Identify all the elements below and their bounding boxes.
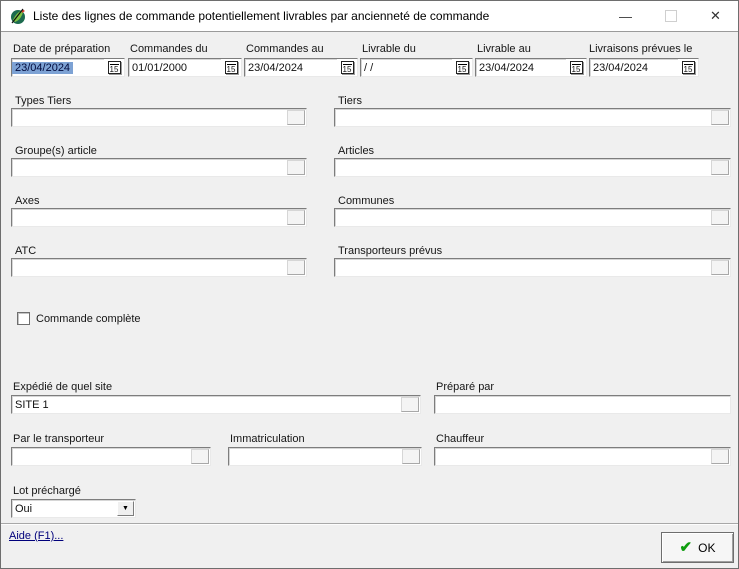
ok-button[interactable] — [661, 532, 734, 563]
immatriculation-label: Immatriculation — [230, 433, 305, 445]
transporteurs-prevus-label: Transporteurs prévus — [338, 245, 443, 257]
axes-label: Axes — [15, 195, 40, 207]
commandes-du-label: Commandes du — [130, 43, 208, 55]
types-tiers-lookup-button[interactable] — [287, 110, 305, 125]
tiers-field[interactable] — [334, 108, 731, 127]
types-tiers-label: Types Tiers — [15, 95, 72, 107]
commandes-du-value: 01/01/2000 — [132, 61, 188, 74]
articles-field[interactable] — [334, 158, 731, 177]
window-title: Liste des lignes de commande potentiellement livrables par ancienneté de commande — [33, 9, 490, 23]
check-icon: ✔ — [679, 539, 693, 556]
livrable-du-value: / / — [364, 61, 374, 74]
par-le-transporteur-field[interactable] — [11, 447, 211, 466]
app-logo-icon — [9, 7, 27, 25]
dialog-body — [1, 32, 738, 568]
livraisons-prevues-label: Livraisons prévues le — [589, 43, 693, 55]
tiers-lookup-button[interactable] — [711, 110, 729, 125]
calendar-picker-button[interactable] — [337, 59, 357, 76]
date-preparation-value: 23/04/2024 — [12, 62, 73, 74]
commandes-au-field[interactable] — [244, 58, 358, 77]
chevron-down-icon[interactable]: ▼ — [117, 501, 134, 516]
expedie-site-lookup-button[interactable] — [401, 397, 419, 412]
chauffeur-lookup-button[interactable] — [711, 449, 729, 464]
commandes-du-field[interactable] — [128, 58, 242, 77]
footer-divider — [1, 523, 738, 525]
atc-lookup-button[interactable] — [287, 260, 305, 275]
ok-button-label: OK — [698, 540, 716, 555]
calendar-picker-button[interactable] — [678, 59, 698, 76]
calendar-picker-button[interactable] — [452, 59, 472, 76]
livrable-au-value: 23/04/2024 — [479, 61, 535, 74]
livraisons-prevues-field[interactable] — [589, 58, 699, 77]
livraisons-prevues-value: 23/04/2024 — [593, 61, 649, 74]
expedie-site-label: Expédié de quel site — [13, 381, 113, 393]
axes-field[interactable] — [11, 208, 307, 227]
transporteurs-prevus-lookup-button[interactable] — [711, 260, 729, 275]
atc-label: ATC — [15, 245, 37, 257]
livrable-au-label: Livrable au — [477, 43, 531, 55]
lot-precharge-value: Oui — [15, 502, 33, 515]
date-preparation-label: Date de préparation — [13, 43, 111, 55]
lot-precharge-combobox[interactable] — [11, 499, 136, 518]
atc-field[interactable] — [11, 258, 307, 277]
date-preparation-field[interactable] — [11, 58, 125, 77]
groupe-article-field[interactable] — [11, 158, 307, 177]
prepare-par-field[interactable] — [434, 395, 731, 414]
calendar-picker-button[interactable] — [221, 59, 241, 76]
immatriculation-field[interactable] — [228, 447, 422, 466]
commande-complete-checkbox[interactable] — [17, 312, 30, 325]
calendar-icon: 15 — [570, 61, 583, 74]
help-link[interactable]: Aide (F1)... — [9, 530, 64, 542]
commandes-au-label: Commandes au — [246, 43, 324, 55]
articles-label: Articles — [338, 145, 375, 157]
calendar-icon: 15 — [225, 61, 238, 74]
types-tiers-field[interactable] — [11, 108, 307, 127]
calendar-icon: 15 — [682, 61, 695, 74]
livrable-du-field[interactable] — [360, 58, 473, 77]
immatriculation-lookup-button[interactable] — [402, 449, 420, 464]
commande-complete-label: Commande complète — [36, 313, 141, 325]
groupe-article-label: Groupe(s) article — [15, 145, 97, 157]
title-bar — [1, 1, 738, 32]
minimize-button[interactable]: — — [619, 8, 632, 24]
communes-field[interactable] — [334, 208, 731, 227]
commandes-au-value: 23/04/2024 — [248, 61, 304, 74]
maximize-button — [648, 1, 693, 31]
expedie-site-field[interactable] — [11, 395, 421, 414]
calendar-picker-button[interactable] — [104, 59, 124, 76]
livrable-au-field[interactable] — [475, 58, 587, 77]
livrable-du-label: Livrable du — [362, 43, 416, 55]
groupe-article-lookup-button[interactable] — [287, 160, 305, 175]
communes-label: Communes — [338, 195, 395, 207]
calendar-picker-button[interactable] — [566, 59, 586, 76]
par-le-transporteur-label: Par le transporteur — [13, 433, 105, 445]
calendar-icon: 15 — [456, 61, 469, 74]
transporteurs-prevus-field[interactable] — [334, 258, 731, 277]
window-controls — [603, 1, 738, 31]
communes-lookup-button[interactable] — [711, 210, 729, 225]
chauffeur-field[interactable] — [434, 447, 731, 466]
close-button[interactable]: ✕ — [710, 8, 721, 23]
calendar-icon: 15 — [341, 61, 354, 74]
chauffeur-label: Chauffeur — [436, 433, 485, 445]
lot-precharge-label: Lot préchargé — [13, 485, 81, 497]
tiers-label: Tiers — [338, 95, 363, 107]
axes-lookup-button[interactable] — [287, 210, 305, 225]
par-le-transporteur-lookup-button[interactable] — [191, 449, 209, 464]
maximize-icon — [665, 10, 677, 22]
calendar-icon: 15 — [108, 61, 121, 74]
prepare-par-label: Préparé par — [436, 381, 495, 393]
expedie-site-value: SITE 1 — [15, 398, 49, 411]
articles-lookup-button[interactable] — [711, 160, 729, 175]
